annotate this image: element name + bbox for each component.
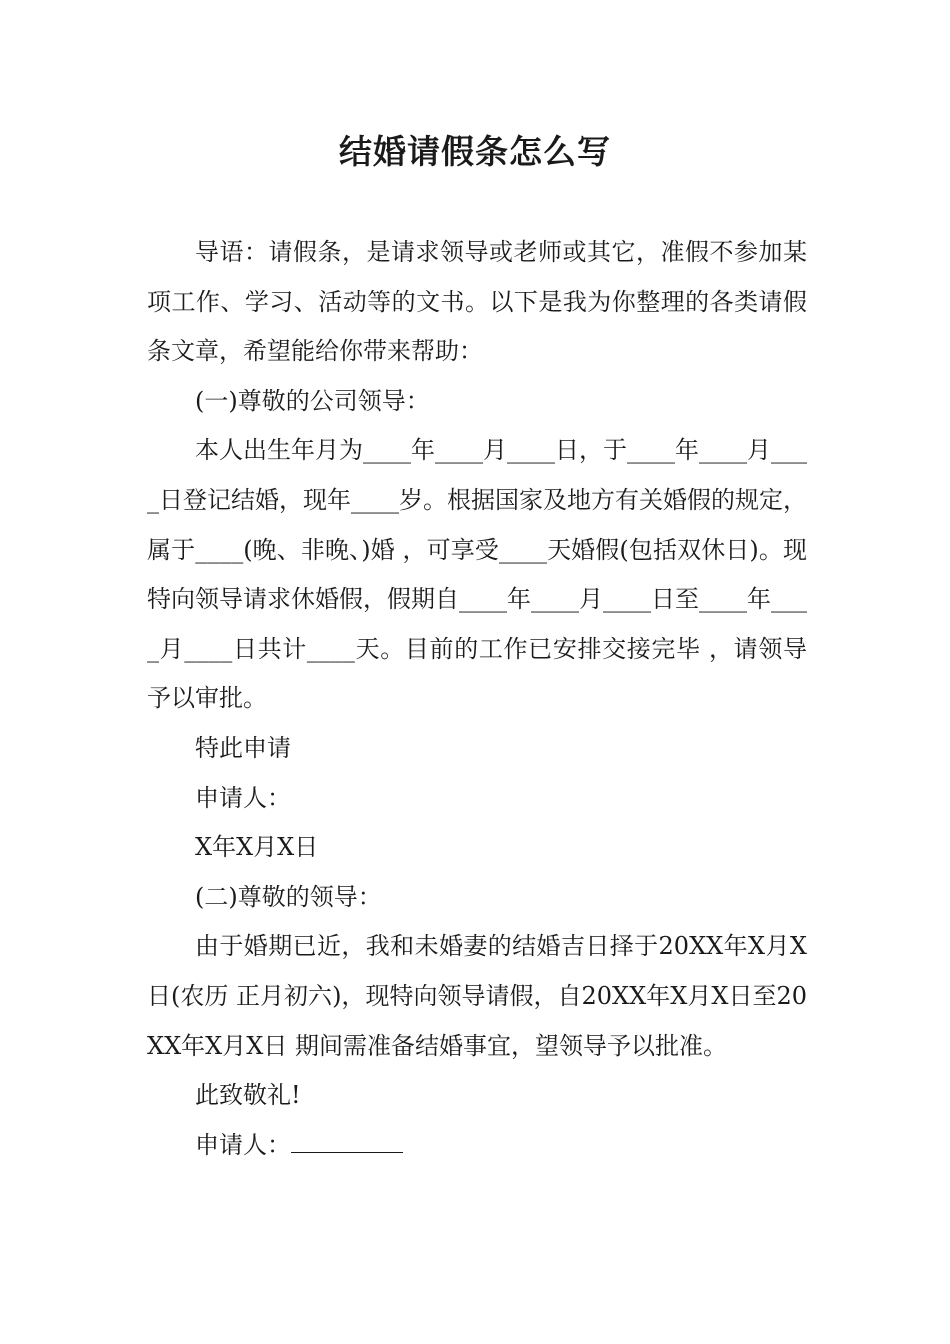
document-body (147, 228, 807, 1170)
section-two-applicant-line (147, 1121, 807, 1171)
section-two-salutation: (二)尊敬的领导： (195, 882, 382, 911)
section-two-body: 由于婚期已近，我和未婚妻的结婚吉日择于20XX年X月X日(农历 正月初六)，现特向领导请假，自20XX年X月X日至20XX年X月X日 期间需准备结婚事宜，望领导予以批准。 (147, 932, 807, 1060)
signature-blank-line (291, 1151, 403, 1153)
section-two-applicant: 申请人： (195, 1130, 291, 1159)
document-title: 结婚请假条怎么写 (339, 132, 611, 171)
section-one-body: 本人出生年月为____年____月____日，于____年____月____日登记结婚，现年____岁。根据国家及地方有关婚假的规定，属于____(晚、非晚、)婚 ，可享受____天婚假(包括双休日)。现特向领导请求休婚假，假期自____年____月____日至____年____月____日共计____天。目前的工作已安排交接完毕 ，请领导予以审批。 (147, 436, 807, 713)
section-one-salutation: (一)尊敬的公司领导： (195, 386, 430, 415)
section-two-closing: 此致敬礼! (195, 1081, 301, 1110)
section-one-applicant: 申请人： (195, 783, 291, 812)
intro-paragraph: 导语：请假条，是请求领导或老师或其它，准假不参加某项工作、学习、活动等的文书。以下是我为你整理的各类请假条文章，希望能给你带来帮助： (147, 238, 807, 366)
section-one-closing: 特此申请 (195, 733, 291, 762)
section-one-date: X年X月X日 (195, 833, 319, 862)
